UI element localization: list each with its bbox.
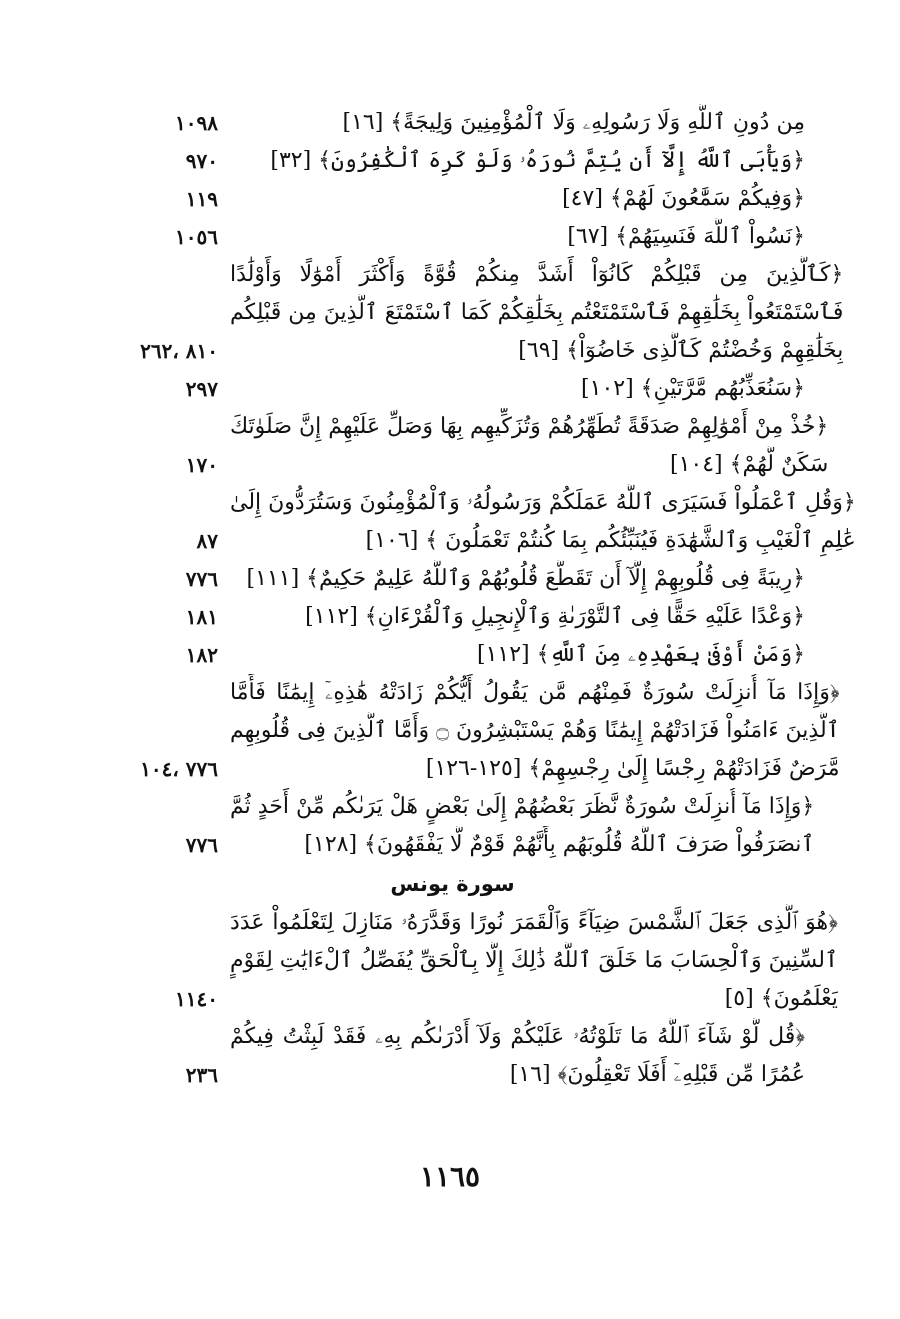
verse-entry [100,104,805,142]
verse-line: فَٱسْتَمْتَعُواْ بِخَلَٰقِهِمْ فَٱسْتَمْتَعْتُم بِخَلَٰقِكُمْ كَمَا ٱسْتَمْتَعَ ٱلَّذِينَ مِن قَبْلِكُم [230,300,844,325]
page-references: ١٠٥٦ [175,225,218,249]
verse-text [230,788,814,864]
verse-entry [100,674,840,788]
verse-line: ﴿وَيَأْبَى ٱللَّهُ إِلَّآ أَن يُتِمَّ نُورَهُۥ وَلَوْ كَرِهَ ٱلْكَٰفِرُونَ﴾ [٣٢] [270,148,805,173]
page-references: ١١٤٠ [175,987,218,1011]
verse-line: ﴿وَإِذَا مَآ أُنزِلَتْ سُورَةٌ نَّظَرَ بَعْضُهُمْ إِلَىٰ بَعْضٍ هَلْ يَرَىٰكُم مِّنْ أَحَدٍ ثُمَّ [230,794,815,819]
verse-line: عُمُرًا مِّن قَبْلِهِۦٓ أَفَلَا تَعْقِلُونَ﴾ [١٦] [509,1062,805,1087]
verse-entry [100,636,805,674]
verse-text [230,636,805,674]
verse-line: ﴿وَعْدًا عَلَيْهِ حَقًّا فِى ٱلتَّوْرَىٰةِ وَٱلْإِنجِيلِ وَٱلْقُرْءَانِ﴾ [١١٢] [305,604,805,629]
verse-line: مَّرَضٌ فَزَادَتْهُمْ رِجْسًا إِلَىٰ رِجْسِهِمْ﴾ [١٢٥-١٢٦] [425,756,840,781]
verse-list-tawbah [100,104,856,864]
page-references: ١١٩ [185,187,218,211]
page-references: ١٠٩٨ [175,111,218,135]
verse-entry [100,408,829,484]
verse-text [230,674,840,788]
verse-entry [100,904,838,1018]
verse-line: ٱلَّذِينَ ءَامَنُواْ فَزَادَتْهُمْ إِيمَٰنًا وَهُمْ يَسْتَبْشِرُونَ ۝ وَأَمَّا ٱلَّذِينَ فِى قُلُوبِهِم [230,718,840,743]
page-references: ٨١٠ ،٢٦٢ [140,339,218,363]
verse-line: ﴿نَسُواْ ٱللَّهَ فَنَسِيَهُمْ﴾ [٦٧] [567,224,805,249]
verse-text [230,598,805,636]
verse-text [230,256,843,370]
verse-entry [100,560,805,598]
verse-line: ٱنصَرَفُواْ صَرَفَ ٱللَّهُ قُلُوبَهُم بِأَنَّهُمْ قَوْمٌ لَّا يَفْقَهُونَ﴾ [١٢٨] [304,832,815,857]
verse-text [230,560,805,598]
verse-entry [100,142,805,180]
verse-entry [100,256,844,370]
verse-text [230,1018,805,1094]
verse-entry [100,180,805,218]
page-references: ٢٣٦ [185,1063,218,1087]
verse-entry [100,484,856,560]
page-references: ١٨١ [185,605,218,629]
page-references: ٢٩٧ [185,377,218,401]
page-references: ١٨٢ [185,643,218,667]
page-references: ٩٧٠ [185,149,218,173]
verse-text [230,180,805,218]
verse-line: ﴿هُوَ ٱلَّذِى جَعَلَ ٱلشَّمْسَ ضِيَآءً وَٱلْقَمَرَ نُورًا وَقَدَّرَهُۥ مَنَازِلَ لِتَعْلَمُواْ عَدَدَ [230,910,838,935]
verse-line: يَعْلَمُونَ﴾ [٥] [724,986,838,1011]
verse-line: ٱلسِّنِينَ وَٱلْحِسَابَ مَا خَلَقَ ٱللَّهُ ذَٰلِكَ إِلَّا بِٱلْحَقِّ يُفَصِّلُ ٱلْءَايَٰتِ لِقَوْمٍ [230,948,838,973]
verse-entry [100,218,805,256]
verse-line: ﴿وَإِذَا مَآ أُنزِلَتْ سُورَةٌ فَمِنْهُم مَّن يَقُولُ أَيُّكُمْ زَادَتْهُ هَٰذِهِۦٓ إِيمَٰنًا فَأَمَّا [230,680,840,705]
verse-text [230,904,838,1018]
verse-entry [100,1018,805,1094]
verse-text [230,218,805,256]
verse-line: ﴿وَمَنْ أَوْفَىٰ بِعَهْدِهِۦ مِنَ ٱللَّهِ﴾ [١١٢] [477,642,805,667]
verse-line: ﴿وَفِيكُمْ سَمَّٰعُونَ لَهُمْ﴾ [٤٧] [562,186,805,211]
verse-line: ﴿وَقُلِ ٱعْمَلُواْ فَسَيَرَى ٱللَّهُ عَمَلَكُمْ وَرَسُولُهُۥ وَٱلْمُؤْمِنُونَ وَسَتُرَدُّونَ إِلَىٰ [230,490,856,515]
verse-line: ﴿رِيبَةً فِى قُلُوبِهِمْ إِلَّآ أَن تَقَطَّعَ قُلُوبُهُمْ وَٱللَّهُ عَلِيمٌ حَكِيمٌ﴾ [١١١] [246,566,805,591]
verse-list-yunus [100,904,838,1094]
verse-text [230,370,805,408]
verse-line: ﴿قُل لَّوْ شَآءَ ٱللَّهُ مَا تَلَوْتُهُۥ عَلَيْكُمْ وَلَآ أَدْرَىٰكُم بِهِۦ فَقَدْ لَبِثْتُ فِيكُمْ [230,1024,805,1049]
verse-entry [100,788,815,864]
page-references: ٧٧٦ [185,567,218,591]
page-references: ٧٧٦ [185,833,218,857]
verse-text [230,408,828,484]
verse-line: ﴿سَنُعَذِّبُهُم مَّرَّتَيْنِ﴾ [١٠٢] [581,376,805,401]
page-references: ١٧٠ [185,453,218,477]
verse-text [230,484,856,560]
page-references: ٧٧٦ ،١٠٤ [140,757,218,781]
surah-heading: سورة يونس [390,872,515,896]
verse-line: ﴿كَٱلَّذِينَ مِن قَبْلِكُمْ كَانُوٓاْ أَشَدَّ مِنكُمْ قُوَّةً وَأَكْثَرَ أَمْوَٰلًا وَأَوْلَٰدًا [230,262,844,287]
verse-line: بِخَلَٰقِهِمْ وَخُضْتُمْ كَٱلَّذِى خَاضُوٓاْ﴾ [٦٩] [518,338,844,363]
verse-line: سَكَنٌ لَّهُمْ﴾ [١٠٤] [669,452,829,477]
verse-text [230,104,805,142]
verse-line: مِن دُونِ ٱللَّهِ وَلَا رَسُولِهِۦ وَلَا ٱلْمُؤْمِنِينَ وَلِيجَةً﴾ [١٦] [342,110,805,135]
page-number: ١١٦٥ [419,1160,481,1193]
verse-line: ﴿خُذْ مِنْ أَمْوَٰلِهِمْ صَدَقَةً تُطَهِّرُهُمْ وَتُزَكِّيهِم بِهَا وَصَلِّ عَلَيْهِمْ إِنَّ صَلَوٰتَكَ [230,414,829,439]
page-references: ٨٧ [196,529,218,553]
verse-line: عَٰلِمِ ٱلْغَيْبِ وَٱلشَّهَٰدَةِ فَيُنَبِّئُكُم بِمَا كُنتُمْ تَعْمَلُونَ ﴾ [١٠٦] [365,528,856,553]
verse-entry [100,370,805,408]
verse-text [230,142,805,180]
verse-index-content [100,104,856,1094]
verse-entry [100,598,805,636]
